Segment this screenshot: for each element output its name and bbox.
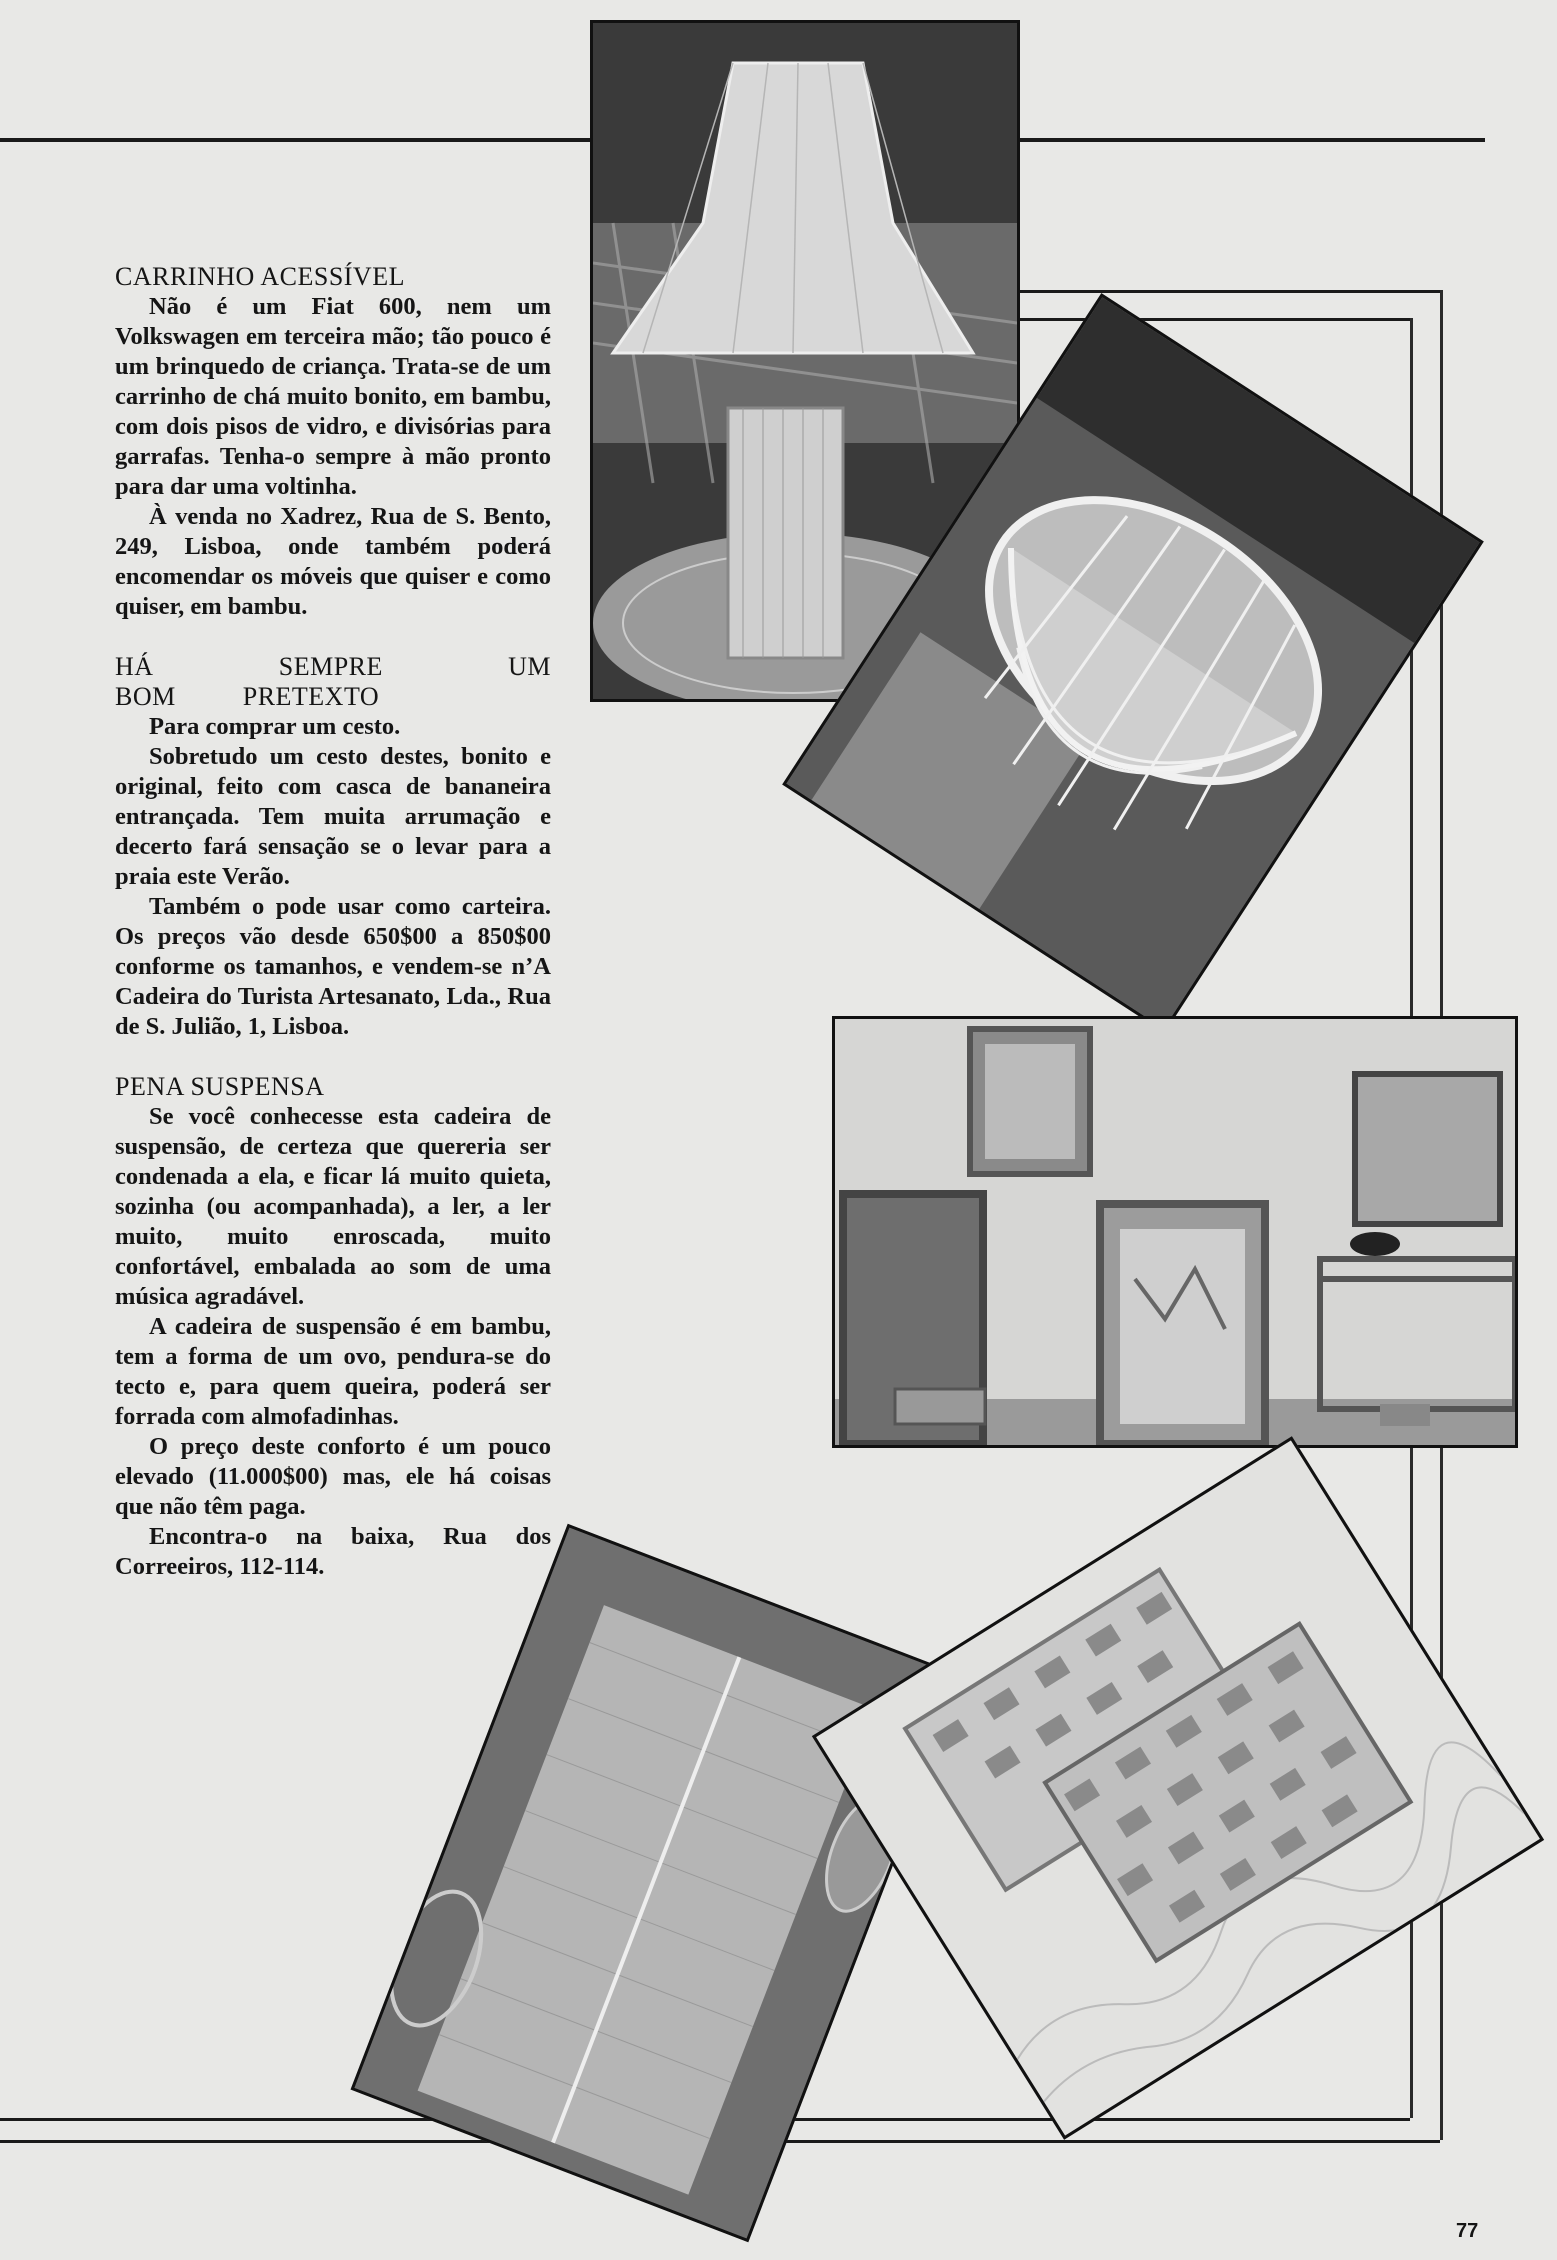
frame-top-2 bbox=[1010, 318, 1410, 321]
blind-image bbox=[354, 1528, 961, 2239]
section-heading: PENA SUSPENSA bbox=[115, 1072, 325, 1101]
section-paragraph: Se você conhecesse esta cadeira de suspensão, de certeza que quereria ser condenada a ela, e ficar lá muito quieta, sozinha (ou acompanhada), a ler, a ler muito, muito enroscada, muito confortável, embalada ao som de uma música agradável. bbox=[115, 1103, 551, 1310]
section-pena-suspensa bbox=[115, 1072, 551, 1582]
photo-bamboo-room bbox=[832, 1016, 1518, 1448]
section-paragraph: O preço deste conforto é um pouco elevado (11.000$00) mas, ele há coisas que não têm paga. bbox=[115, 1433, 551, 1520]
section-paragraph: Não é um Fiat 600, nem um Volkswagen em terceira mão; tão pouco é um brinquedo de criança. Trata-se de um carrinho de chá muito bonito, em bambu, com dois pisos de vidro, e divisórias para garrafas. Tenha-o sempre à mão pronto para dar uma voltinha. bbox=[115, 293, 551, 500]
section-paragraph: Sobretudo um cesto destes, bonito e original, feito com casca de bananeira entrançada. Tem muita arrumação e decerto fará sensação se o levar para a praia este Verão. bbox=[115, 743, 551, 890]
article-column bbox=[115, 262, 551, 1612]
section-heading: CARRINHO ACESSÍVEL bbox=[115, 262, 405, 291]
section-paragraph: Encontra-o na baixa, Rua dos Correeiros, 112-114. bbox=[115, 1523, 551, 1580]
top-rule-left bbox=[0, 138, 592, 142]
section-paragraph: Para comprar um cesto. bbox=[149, 713, 401, 740]
photo-bamboo-blind bbox=[351, 1524, 966, 2242]
section-carrinho bbox=[115, 262, 551, 622]
section-pretexto bbox=[115, 652, 551, 1042]
section-paragraph: A cadeira de suspensão é em bambu, tem a forma de um ovo, pendura-se do tecto e, para quem queira, poderá ser forrada com almofadinhas. bbox=[115, 1313, 551, 1430]
section-paragraph: Também o pode usar como carteira. Os preços vão desde 650$00 a 850$00 conforme os tamanhos, e vendem-se n’A Cadeira do Turista Artesanato, Lda., Rua de S. Julião, 1, Lisboa. bbox=[115, 893, 551, 1040]
section-heading: HÁ SEMPRE UM BOM PRETEXTO bbox=[115, 652, 551, 711]
page-number: 77 bbox=[1456, 2220, 1479, 2242]
section-paragraph: À venda no Xadrez, Rua de S. Bento, 249, Lisboa, onde também poderá encomendar os móveis que quiser e como quiser, em bambu. bbox=[115, 503, 551, 620]
frame-top-1 bbox=[1010, 290, 1440, 293]
top-rule-right bbox=[1015, 138, 1485, 142]
room-image bbox=[835, 1019, 1515, 1445]
